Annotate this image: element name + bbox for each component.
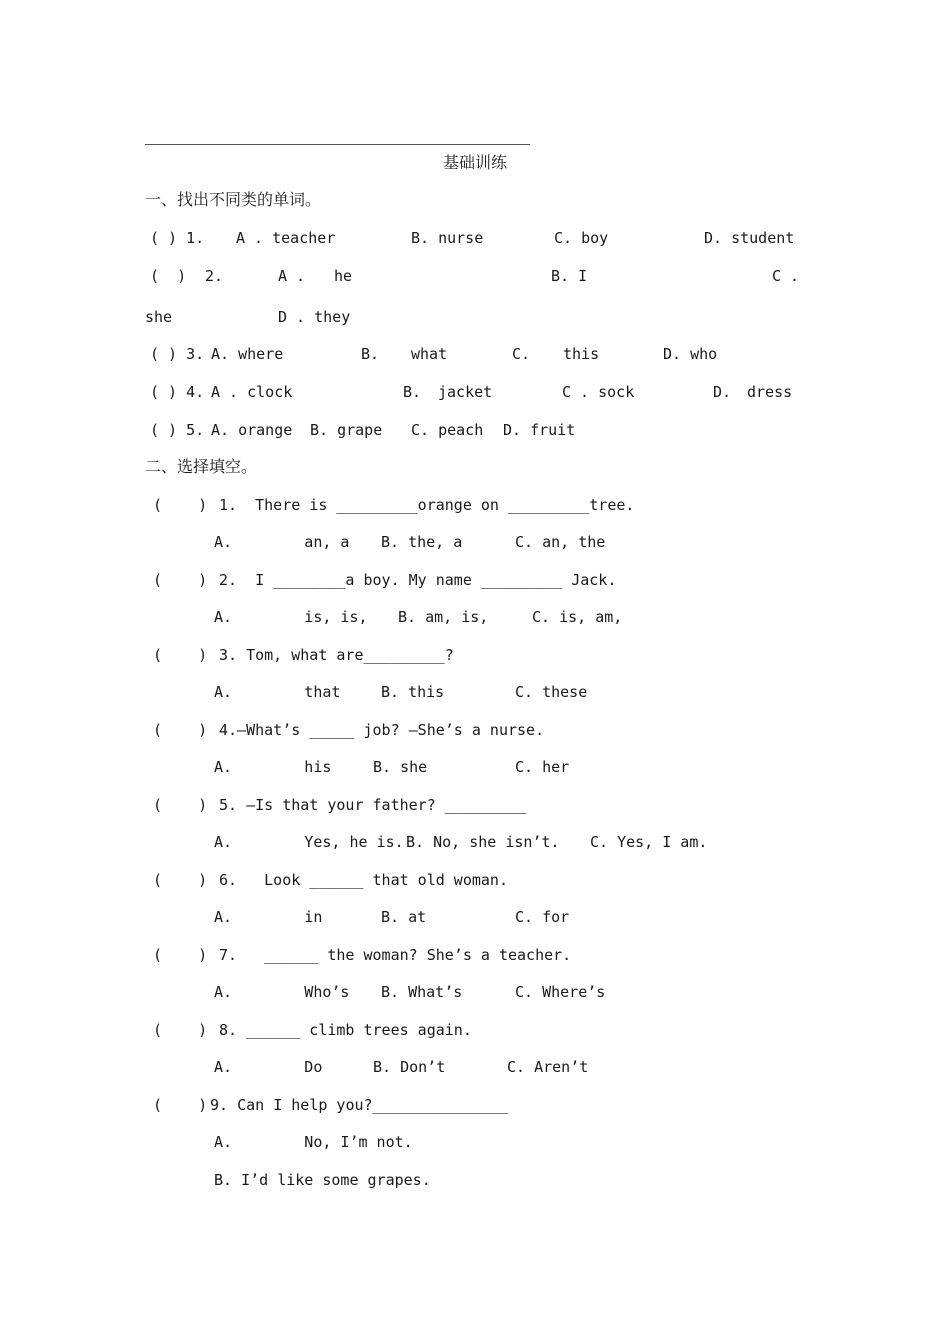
s2-q3-option-c: C. these [515, 683, 588, 701]
s1-q1-number: ( ) 1. [150, 229, 205, 247]
s1-q5-option-c: C. peach [411, 421, 484, 439]
s2-q7-option-b: B. What’s [381, 983, 463, 1001]
s2-q7-option-a: A. Who’s [214, 983, 350, 1001]
s1-q2-option-b: B. I [551, 267, 588, 285]
s1-q5-number: ( ) 5. [150, 421, 205, 439]
s2-q1-paren: ( ) [153, 496, 208, 514]
s2-q5-paren: ( ) [153, 796, 208, 814]
page-title: 基础训练 [443, 153, 508, 172]
s1-q5-option-a: A. orange [211, 421, 293, 439]
s2-q8-option-c: C. Aren’t [507, 1058, 589, 1076]
s2-q2-option-c: C. is, am, [532, 608, 623, 626]
header-rule [145, 144, 530, 145]
s1-q2-paren: ( ) [150, 267, 187, 285]
s1-q1-option-c: C. boy [554, 229, 609, 247]
s1-q3-option-b-word: what [411, 345, 448, 363]
s2-q9-stem: 9. Can I help you?_______________ [210, 1096, 509, 1114]
s1-q1-option-d: D. student [704, 229, 795, 247]
s2-q6-option-a: A. in [214, 908, 323, 926]
s1-q4-option-b-letter: B. [403, 383, 422, 401]
s2-q3-paren: ( ) [153, 646, 208, 664]
s2-q9-paren: ( ) [153, 1096, 208, 1114]
s1-q3-option-c-letter: C. [512, 345, 531, 363]
s1-q3-number: ( ) 3. [150, 345, 205, 363]
s2-q6-paren: ( ) [153, 871, 208, 889]
s1-q4-option-d-letter: D. [713, 383, 732, 401]
s1-q2-option-a-letter: A . [278, 267, 306, 285]
s1-q3-option-c-word: this [563, 345, 600, 363]
s1-q4-option-c: C . sock [562, 383, 635, 401]
s2-q1-stem: 1. There is _________orange on _________tree. [219, 496, 635, 514]
s1-q5-option-b: B. grape [310, 421, 383, 439]
s1-q2-number: 2. [205, 267, 224, 285]
s1-q2-option-c-word: she [145, 308, 173, 326]
s1-q4-option-b-word: jacket [438, 383, 493, 401]
s2-q4-option-a: A. his [214, 758, 332, 776]
s2-q3-stem: 3. Tom, what are_________? [219, 646, 454, 664]
s2-q7-paren: ( ) [153, 946, 208, 964]
s2-q6-stem: 6. Look ______ that old woman. [219, 871, 508, 889]
s1-q3-option-b-letter: B. [361, 345, 380, 363]
s2-q5-option-a: A. Yes, he is. [214, 833, 404, 851]
s2-q7-option-c: C. Where’s [515, 983, 606, 1001]
s2-q4-paren: ( ) [153, 721, 208, 739]
s1-q4-number: ( ) 4. [150, 383, 205, 401]
s1-q2-option-d: D . they [278, 308, 351, 326]
section1-heading: 一、找出不同类的单词。 [145, 190, 322, 209]
s2-q2-stem: 2. I ________a boy. My name _________ Jack. [219, 571, 617, 589]
s1-q2-option-a-word: he [334, 267, 353, 285]
s2-q1-option-a: A. an, a [214, 533, 350, 551]
s2-q4-option-c: C. her [515, 758, 570, 776]
s2-q4-option-b: B. she [373, 758, 428, 776]
s1-q4-option-a: A . clock [211, 383, 293, 401]
s2-q7-stem: 7. ______ the woman? She’s a teacher. [219, 946, 572, 964]
s2-q1-option-c: C. an, the [515, 533, 606, 551]
s2-q5-option-c: C. Yes, I am. [590, 833, 708, 851]
s2-q6-option-b: B. at [381, 908, 427, 926]
s1-q1-option-b: B. nurse [411, 229, 484, 247]
s2-q2-option-a: A. is, is, [214, 608, 368, 626]
s2-q1-option-b: B. the, a [381, 533, 463, 551]
s2-q8-paren: ( ) [153, 1021, 208, 1039]
s2-q2-option-b: B. am, is, [398, 608, 489, 626]
s2-q9-option-b: B. I’d like some grapes. [214, 1171, 431, 1189]
section2-heading: 二、选择填空。 [145, 457, 258, 476]
s2-q5-stem: 5. —Is that your father? _________ [219, 796, 527, 814]
s2-q8-option-a: A. Do [214, 1058, 323, 1076]
s2-q3-option-b: B. this [381, 683, 445, 701]
s1-q1-option-a: A . teacher [236, 229, 336, 247]
s1-q3-option-d: D. who [663, 345, 718, 363]
s1-q2-option-c-letter: C . [772, 267, 800, 285]
s2-q5-option-b: B. No, she isn’t. [406, 833, 560, 851]
s2-q8-stem: 8. ______ climb trees again. [219, 1021, 472, 1039]
s2-q9-option-a: A. No, I’m not. [214, 1133, 413, 1151]
s2-q2-paren: ( ) [153, 571, 208, 589]
s2-q4-stem: 4.—What’s _____ job? —She’s a nurse. [219, 721, 545, 739]
s1-q3-option-a: A. where [211, 345, 284, 363]
s1-q4-option-d-word: dress [747, 383, 793, 401]
s2-q6-option-c: C. for [515, 908, 570, 926]
s1-q5-option-d: D. fruit [503, 421, 576, 439]
s2-q3-option-a: A. that [214, 683, 341, 701]
s2-q8-option-b: B. Don’t [373, 1058, 446, 1076]
